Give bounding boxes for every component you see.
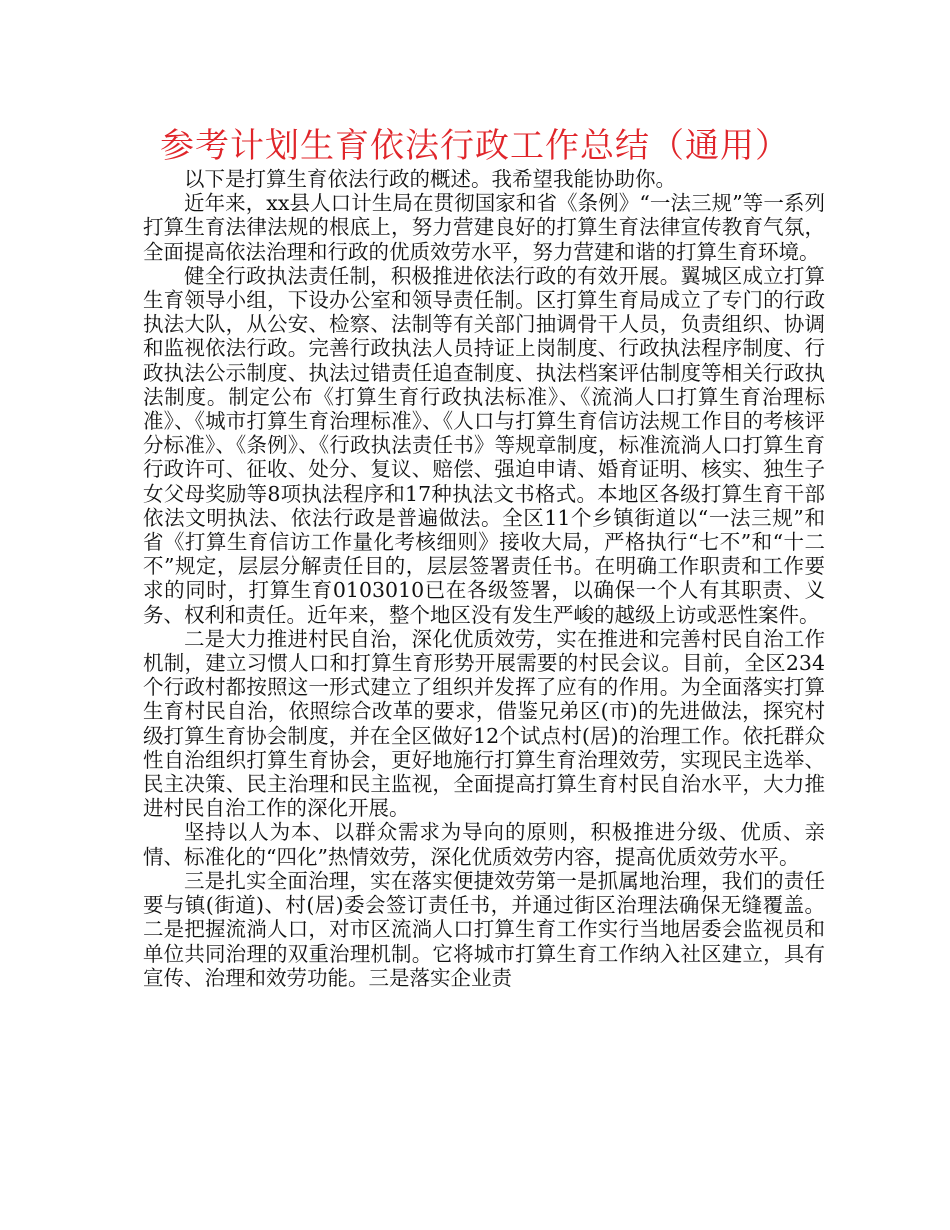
paragraph-law-enforcement: 健全行政执法责任制，积极推进依法行政的有效开展。翼城区成立打算生育领导小组，下设办公室和领导责任制。区打算生育局成立了专门的行政执法大队，从公安、检察、法制等有关部门抽调骨干人员，负责组织、协调和监视依法行政。完善行政执法人员持证上岗制度、行政执法程序制度、行政执法公示制度、执法过错责任追查制度、执法档案评估制度等相关行政执法制度。制定公布《打算生育行政执法标准》、《流淌人口打算生育治理标准》、《城市打算生育治理标准》、《人口与打算生育信访法规工作目的考核评分标准》、《条例》、《行政执法责任书》等规章制度，标准流淌人口打算生育行政许可、征收、处分、复议、赔偿、强迫申请、婚育证明、核实、独生子女父母奖励等8项执法程序和17种执法文书格式。本地区各级打算生育干部依法文明执法、依法行政是普遍做法。全区11个乡镇街道以“一法三规”和省《打算生育信访工作量化考核细则》接收大局，严格执行“七不”和“十二不”规定，层层分解责任目的，层层签署责任书。在明确工作职责和工作要求的同时，打算生育0103010已在各级签署，以确保一个人有其职责、义务、权利和责任。近年来，整个地区没有发生严峻的越级上访或恶性案件。 <box>143 263 825 627</box>
paragraph-recent-years: 近年来，xx县人口计生局在贯彻国家和省《条例》“一法三规”等一系列打算生育法律法规的根底上，努力营建良好的打算生育法律宣传教育气氛，全面提高依法治理和行政的优质效劳水平，努力营建和谐的打算生育环境。 <box>143 191 825 264</box>
paragraph-people-oriented: 坚持以人为本、以群众需求为导向的原则，积极推进分级、优质、亲情、标准化的“四化”热情效劳，深化优质效劳内容，提高优质效劳水平。 <box>143 820 825 869</box>
paragraph-villager-autonomy: 二是大力推进村民自治，深化优质效劳，实在推进和完善村民自治工作机制，建立习惯人口和打算生育形势开展需要的村民会议。目前，全区234个行政村都按照这一形式建立了组织并发挥了应有的作用。为全面落实打算生育村民自治，依照综合改革的要求，借鉴兄弟区(市)的先进做法，探究村级打算生育协会制度，并在全区做好12个试点村(居)的治理工作。依托群众性自治组织打算生育协会，更好地施行打算生育治理效劳，实现民主选举、民主决策、民主治理和民主监视，全面提高打算生育村民自治水平，大力推进村民自治工作的深化开展。 <box>143 626 825 821</box>
document-title: 参考计划生育依法行政工作总结（通用） <box>160 126 790 166</box>
document-body <box>143 167 825 990</box>
paragraph-intro: 以下是打算生育依法行政的概述。我希望我能协助你。 <box>184 167 676 191</box>
paragraph-comprehensive-governance: 三是扎实全面治理，实在落实便捷效劳第一是抓属地治理，我们的责任要与镇(街道)、村(居)委会签订责任书，并通过街区治理法确保无缝覆盖。二是把握流淌人口，对市区流淌人口打算生育工作实行当地居委会监视员和单位共同治理的双重治理机制。它将城市打算生育工作纳入社区建立，具有宣传、治理和效劳功能。三是落实企业责 <box>143 868 825 990</box>
